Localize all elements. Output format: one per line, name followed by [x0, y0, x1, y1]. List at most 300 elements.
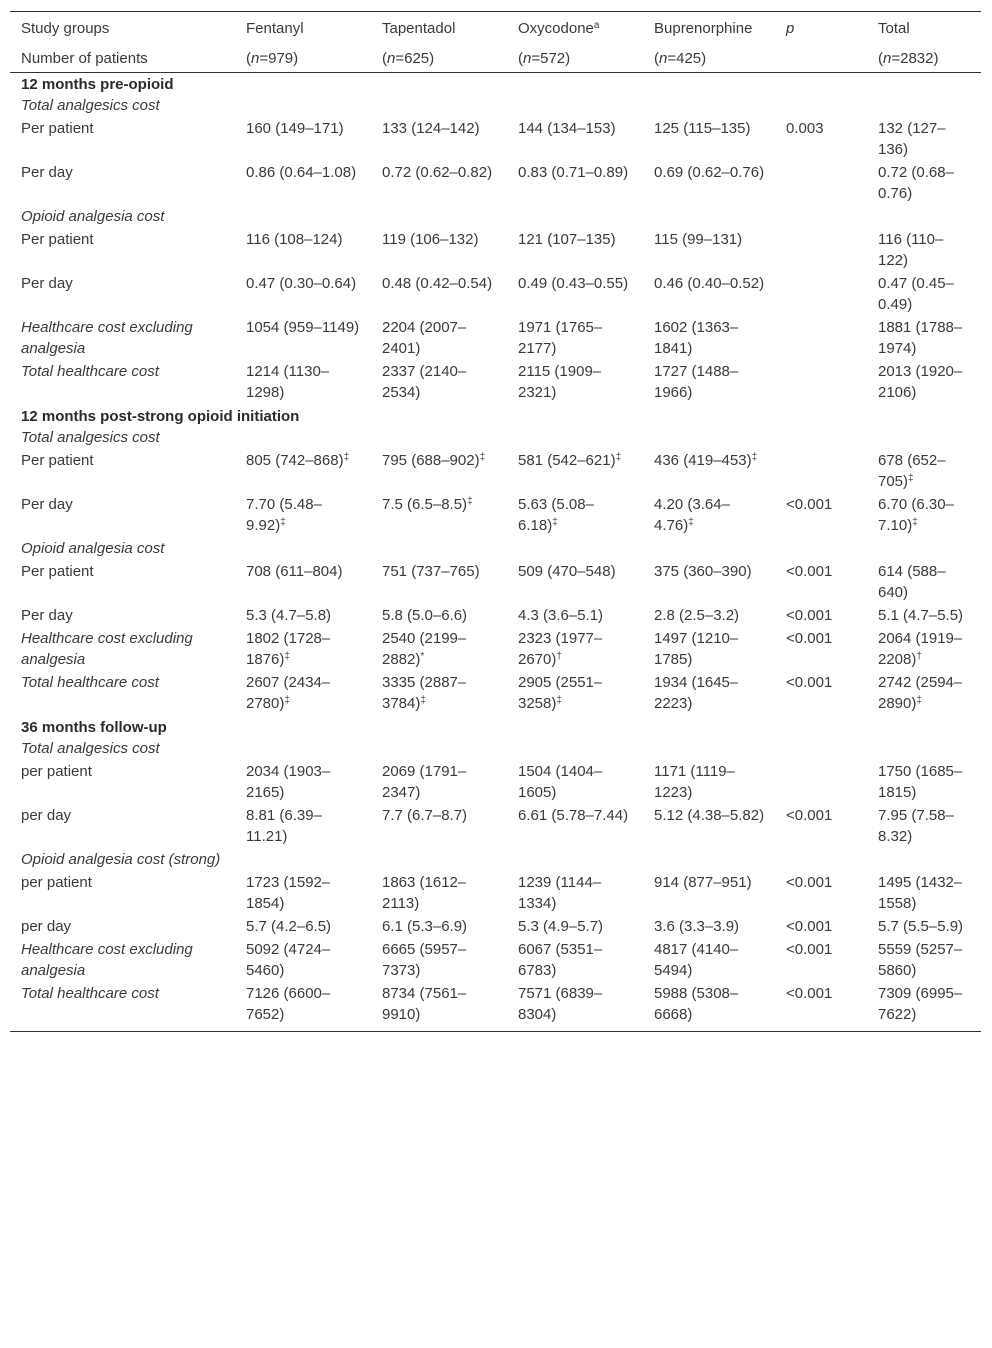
footnote-mark: ‡: [420, 695, 426, 706]
cell-value: <0.001: [786, 674, 833, 691]
cell-value: 1750 (1685–1815): [878, 763, 963, 801]
cell-tapentadol: [371, 983, 507, 1032]
cell-value: 1863 (1612–2113): [382, 874, 467, 912]
row-label: Healthcare cost excluding analgesia: [21, 941, 193, 979]
cell-oxycodone: [507, 118, 643, 162]
table-row: [10, 229, 981, 273]
cell-oxycodone: [507, 273, 643, 317]
cell-total: [867, 916, 981, 939]
cell-value: 2607 (2434–2780): [246, 674, 331, 712]
cell-value: 0.86 (0.64–1.08): [246, 164, 357, 181]
cell-total: [867, 273, 981, 317]
cell-oxycodone: [507, 450, 643, 494]
cell-value: 2034 (1903–2165): [246, 763, 331, 801]
cell-value: 125 (115–135): [654, 120, 751, 137]
cell-value: 7.70 (5.48–9.92): [246, 496, 322, 534]
cell-oxycodone: [507, 361, 643, 405]
cell-p-value: [775, 605, 867, 628]
section-header-row: [10, 716, 981, 738]
header-buprenorphine: Buprenorphine: [643, 12, 775, 44]
cell-value: <0.001: [786, 607, 833, 624]
cell-oxycodone: [507, 628, 643, 672]
count-buprenorphine: (n=425): [643, 43, 775, 73]
cell-value: 2.8 (2.5–3.2): [654, 607, 740, 624]
table-row: [10, 916, 981, 939]
cell-value: 133 (124–142): [382, 120, 480, 137]
cell-tapentadol: [371, 273, 507, 317]
footnote-mark: ‡: [908, 473, 914, 484]
cell-p-value: [775, 450, 867, 494]
cell-value: 5988 (5308–6668): [654, 985, 739, 1023]
cell-value: 5.7 (5.5–5.9): [878, 918, 964, 935]
cell-value: 5.3 (4.9–5.7): [518, 918, 604, 935]
subgroup-label: Opioid analgesia cost (strong): [21, 851, 221, 868]
footnote-mark: ‡: [343, 452, 350, 463]
cell-value: 1504 (1404–1605): [518, 763, 603, 801]
section-title: 12 months post-strong opioid initiation: [21, 408, 300, 425]
cell-value: 5.7 (4.2–6.5): [246, 918, 332, 935]
cell-tapentadol: [371, 229, 507, 273]
table-row: [10, 494, 981, 538]
cell-value: 2115 (1909–2321): [518, 363, 602, 401]
row-label: Healthcare cost excluding analgesia: [21, 630, 193, 668]
cell-oxycodone: [507, 805, 643, 849]
row-label: Total healthcare cost: [21, 363, 159, 380]
section-header-row: [10, 405, 981, 427]
cell-value: 7571 (6839–8304): [518, 985, 603, 1023]
cell-tapentadol: [371, 450, 507, 494]
cell-value: 6.1 (5.3–6.9): [382, 918, 468, 935]
cell-value: 0.72 (0.62–0.82): [382, 164, 493, 181]
cell-fentanyl: [235, 450, 371, 494]
footnote-mark: ‡: [916, 695, 922, 706]
cell-fentanyl: [235, 162, 371, 206]
cell-tapentadol: [371, 605, 507, 628]
cell-tapentadol: [371, 939, 507, 983]
cell-p-value: [775, 672, 867, 716]
cell-total: [867, 229, 981, 273]
row-label: per patient: [21, 874, 92, 891]
cell-value: <0.001: [786, 563, 833, 580]
cell-value: <0.001: [786, 918, 833, 935]
cell-p-value: [775, 229, 867, 273]
subgroup-label: Opioid analgesia cost: [21, 540, 165, 557]
cell-value: 2337 (2140–2534): [382, 363, 467, 401]
cell-value: 144 (134–153): [518, 120, 616, 137]
footnote-mark: ‡: [284, 695, 290, 706]
footnote-mark: ‡: [751, 452, 758, 463]
cell-buprenorphine: [643, 628, 775, 672]
cell-value: 1239 (1144–1334): [518, 874, 602, 912]
cell-value: 1214 (1130–1298): [246, 363, 330, 401]
cell-value: <0.001: [786, 807, 833, 824]
count-total: (n=2832): [867, 43, 981, 73]
cell-total: [867, 605, 981, 628]
cell-oxycodone: [507, 494, 643, 538]
footnote-mark: ‡: [688, 517, 694, 528]
cell-oxycodone: [507, 983, 643, 1032]
cell-value: 2064 (1919–2208): [878, 630, 963, 668]
footnote-mark: *: [420, 651, 425, 662]
cell-value: 4.3 (3.6–5.1): [518, 607, 604, 624]
cell-total: [867, 494, 981, 538]
cell-total: [867, 317, 981, 361]
row-label: Total healthcare cost: [10, 983, 235, 1032]
table-row: [10, 605, 981, 628]
table-row: [10, 361, 981, 405]
footnote-mark: ‡: [615, 452, 622, 463]
cell-value: 7.95 (7.58–8.32): [878, 807, 954, 845]
cell-value: 795 (688–902): [382, 452, 480, 469]
footnote-mark: ‡: [280, 517, 286, 528]
row-label: Per day: [21, 496, 73, 513]
cell-fentanyl: [235, 273, 371, 317]
cell-buprenorphine: [643, 273, 775, 317]
cell-value: 1497 (1210–1785): [654, 630, 739, 668]
cell-value: 5.12 (4.38–5.82): [654, 807, 765, 824]
table-row: [10, 872, 981, 916]
cell-fentanyl: [235, 939, 371, 983]
table-body: [10, 73, 981, 1032]
cell-value: 116 (108–124): [246, 231, 343, 248]
row-label: Per day: [21, 607, 73, 624]
header-oxycodone-footnote: a: [593, 20, 600, 31]
row-label: per day: [21, 918, 72, 935]
section-title: 12 months pre-opioid: [21, 76, 174, 93]
cell-value: 0.003: [786, 120, 824, 137]
cell-value: 1054 (959–1149): [246, 319, 360, 336]
table-row: [10, 118, 981, 162]
cell-oxycodone: [507, 916, 643, 939]
cell-p-value: [775, 983, 867, 1032]
cell-p-value: [775, 162, 867, 206]
cell-p-value: [775, 118, 867, 162]
cell-buprenorphine: [643, 761, 775, 805]
cell-fentanyl: [235, 118, 371, 162]
cell-value: 7.5 (6.5–8.5): [382, 496, 468, 513]
cell-oxycodone: [507, 162, 643, 206]
cell-value: 1971 (1765–2177): [518, 319, 603, 357]
cell-fentanyl: [235, 805, 371, 849]
cell-p-value: [775, 872, 867, 916]
cell-buprenorphine: [643, 118, 775, 162]
cell-total: [867, 628, 981, 672]
table-row: [10, 628, 981, 672]
cell-total: [867, 450, 981, 494]
cell-total: [867, 361, 981, 405]
cell-fentanyl: [235, 628, 371, 672]
cell-p-value: [775, 317, 867, 361]
cell-tapentadol: [371, 317, 507, 361]
cell-value: 132 (127–136): [878, 120, 946, 158]
header-p-value: p: [775, 12, 867, 44]
cell-value: 2069 (1791–2347): [382, 763, 467, 801]
cell-value: 8.81 (6.39–11.21): [246, 807, 322, 845]
cell-value: 2540 (2199–2882): [382, 630, 467, 668]
cell-fentanyl: [235, 361, 371, 405]
cell-value: 5559 (5257–5860): [878, 941, 963, 979]
subgroup-label: Total analgesics cost: [21, 740, 160, 757]
cell-oxycodone: [507, 761, 643, 805]
cell-total: [867, 118, 981, 162]
cell-value: 3335 (2887–3784): [382, 674, 467, 712]
table-row: [10, 672, 981, 716]
header-tapentadol: Tapentadol: [371, 12, 507, 44]
cell-value: <0.001: [786, 496, 833, 513]
cell-total: [867, 761, 981, 805]
header-fentanyl: Fentanyl: [235, 12, 371, 44]
cell-oxycodone: [507, 939, 643, 983]
cell-p-value: [775, 561, 867, 605]
cell-p-value: [775, 494, 867, 538]
footnote-mark: ‡: [467, 496, 473, 507]
cell-value: 375 (360–390): [654, 563, 752, 580]
cell-value: 6665 (5957–7373): [382, 941, 467, 979]
row-label: Per patient: [21, 563, 94, 580]
cell-buprenorphine: [643, 983, 775, 1032]
cell-value: 7309 (6995–7622): [878, 985, 963, 1023]
cell-oxycodone: [507, 317, 643, 361]
row-label: Per patient: [21, 231, 94, 248]
cell-oxycodone: [507, 605, 643, 628]
cell-value: 3.6 (3.3–3.9): [654, 918, 740, 935]
cell-buprenorphine: [643, 805, 775, 849]
table-row: [10, 273, 981, 317]
cell-value: 1171 (1119–1223): [654, 763, 735, 801]
subgroup-row: [10, 206, 981, 229]
cell-buprenorphine: [643, 162, 775, 206]
row-label: Healthcare cost excluding analgesia: [21, 319, 193, 357]
cell-tapentadol: [371, 628, 507, 672]
cell-buprenorphine: [643, 561, 775, 605]
cell-buprenorphine: [643, 605, 775, 628]
cell-tapentadol: [371, 361, 507, 405]
table-row: [10, 983, 981, 1032]
header-oxycodone-label: Oxycodone: [518, 20, 594, 37]
header-oxycodone: [507, 12, 643, 44]
row-label: Per patient: [21, 452, 94, 469]
row-label: Per day: [21, 275, 73, 292]
cell-p-value: [775, 361, 867, 405]
header-row-groups: [10, 12, 981, 44]
table-row: [10, 761, 981, 805]
count-fentanyl: (n=979): [235, 43, 371, 73]
cell-p-value: [775, 939, 867, 983]
header-row-counts: [10, 43, 981, 73]
row-label: Per patient: [21, 120, 94, 137]
table-row: [10, 561, 981, 605]
cell-value: 7126 (6600–7652): [246, 985, 331, 1023]
subgroup-row: [10, 738, 981, 761]
cell-buprenorphine: [643, 916, 775, 939]
cell-fentanyl: [235, 761, 371, 805]
cell-value: 1802 (1728–1876): [246, 630, 331, 668]
row-label: Per day: [21, 164, 73, 181]
count-tapentadol: (n=625): [371, 43, 507, 73]
cell-buprenorphine: [643, 872, 775, 916]
cell-total: [867, 162, 981, 206]
cell-fentanyl: [235, 672, 371, 716]
cell-value: 2742 (2594–2890): [878, 674, 963, 712]
footnote-mark: ‡: [552, 517, 558, 528]
cell-buprenorphine: [643, 494, 775, 538]
cell-tapentadol: [371, 561, 507, 605]
cell-tapentadol: [371, 494, 507, 538]
cell-buprenorphine: [643, 672, 775, 716]
cell-value: 4817 (4140–5494): [654, 941, 739, 979]
cell-buprenorphine: [643, 939, 775, 983]
cell-value: 8734 (7561–9910): [382, 985, 467, 1023]
cell-value: 0.47 (0.45–0.49): [878, 275, 954, 313]
cell-value: 6.61 (5.78–7.44): [518, 807, 629, 824]
cell-value: 6067 (5351–6783): [518, 941, 603, 979]
cell-value: 5092 (4724–5460): [246, 941, 331, 979]
cell-value: 614 (588–640): [878, 563, 946, 601]
header-number-of-patients: Number of patients: [10, 43, 235, 73]
cell-buprenorphine: [643, 317, 775, 361]
cell-value: 751 (737–765): [382, 563, 480, 580]
cell-value: 5.3 (4.7–5.8): [246, 607, 332, 624]
subgroup-row: [10, 538, 981, 561]
subgroup-label: Total analgesics cost: [21, 429, 160, 446]
section-header-row: [10, 73, 981, 96]
cell-value: 5.63 (5.08–6.18): [518, 496, 594, 534]
cell-value: 1881 (1788–1974): [878, 319, 963, 357]
footnote-mark: †: [916, 651, 922, 662]
cell-fentanyl: [235, 605, 371, 628]
cell-value: 0.83 (0.71–0.89): [518, 164, 629, 181]
cell-total: [867, 872, 981, 916]
count-oxycodone: (n=572): [507, 43, 643, 73]
row-label: Total healthcare cost: [21, 674, 159, 691]
footnote-mark: ‡: [912, 517, 918, 528]
cell-total: [867, 672, 981, 716]
cell-value: 2905 (2551–3258): [518, 674, 603, 712]
cell-total: [867, 561, 981, 605]
cell-oxycodone: [507, 872, 643, 916]
cell-tapentadol: [371, 162, 507, 206]
cell-value: 678 (652–705): [878, 452, 946, 490]
cell-value: 0.69 (0.62–0.76): [654, 164, 765, 181]
table-row: [10, 939, 981, 983]
cell-fentanyl: [235, 983, 371, 1032]
row-label: per day: [21, 807, 72, 824]
cell-value: 0.49 (0.43–0.55): [518, 275, 629, 292]
cell-value: 7.7 (6.7–8.7): [382, 807, 468, 824]
cell-value: 1723 (1592–1854): [246, 874, 331, 912]
header-total: Total: [867, 12, 981, 44]
cell-tapentadol: [371, 672, 507, 716]
cell-value: 0.72 (0.68–0.76): [878, 164, 954, 202]
subgroup-row: [10, 95, 981, 118]
cell-value: 2323 (1977–2670): [518, 630, 603, 668]
subgroup-row: [10, 849, 981, 872]
cell-value: 2204 (2007–2401): [382, 319, 467, 357]
table-row: [10, 450, 981, 494]
cell-total: [867, 939, 981, 983]
row-label: per patient: [21, 763, 92, 780]
cell-fentanyl: [235, 317, 371, 361]
cell-value: 509 (470–548): [518, 563, 616, 580]
cell-p-value: [775, 273, 867, 317]
cell-fentanyl: [235, 494, 371, 538]
cell-p-value: [775, 916, 867, 939]
cell-value: 1495 (1432–1558): [878, 874, 963, 912]
cell-value: <0.001: [786, 941, 833, 958]
cell-fentanyl: [235, 561, 371, 605]
cell-value: 4.20 (3.64–4.76): [654, 496, 730, 534]
cell-value: 708 (611–804): [246, 563, 343, 580]
cell-p-value: [775, 805, 867, 849]
cell-value: 805 (742–868): [246, 452, 344, 469]
cost-table: [10, 11, 981, 1032]
cell-value: 914 (877–951): [654, 874, 752, 891]
footnote-mark: ‡: [479, 452, 486, 463]
subgroup-row: [10, 427, 981, 450]
section-title: 36 months follow-up: [21, 719, 167, 736]
cell-tapentadol: [371, 872, 507, 916]
cell-value: 5.8 (5.0–6.6): [382, 607, 468, 624]
cell-value: 5.1 (4.7–5.5): [878, 607, 964, 624]
cell-tapentadol: [371, 805, 507, 849]
cell-value: 1602 (1363–1841): [654, 319, 739, 357]
cell-fentanyl: [235, 229, 371, 273]
cell-value: 436 (419–453): [654, 452, 752, 469]
cell-oxycodone: [507, 229, 643, 273]
cell-buprenorphine: [643, 450, 775, 494]
cell-p-value: [775, 628, 867, 672]
table-header: [10, 12, 981, 73]
cell-value: <0.001: [786, 874, 833, 891]
cell-value: 1934 (1645–2223): [654, 674, 739, 712]
cell-value: 6.70 (6.30–7.10): [878, 496, 954, 534]
table-row: [10, 317, 981, 361]
cell-value: 581 (542–621): [518, 452, 616, 469]
cell-tapentadol: [371, 118, 507, 162]
footnote-mark: †: [556, 651, 562, 662]
cell-total: [867, 983, 981, 1032]
count-p: [775, 43, 867, 73]
cell-buprenorphine: [643, 361, 775, 405]
footnote-mark: ‡: [556, 695, 562, 706]
header-study-groups: Study groups: [10, 12, 235, 44]
table-row: [10, 805, 981, 849]
cell-value: 2013 (1920–2106): [878, 363, 963, 401]
cell-value: 0.48 (0.42–0.54): [382, 275, 493, 292]
cell-value: <0.001: [786, 630, 833, 647]
subgroup-label: Opioid analgesia cost: [21, 208, 165, 225]
cell-tapentadol: [371, 761, 507, 805]
cell-fentanyl: [235, 872, 371, 916]
cell-value: 121 (107–135): [518, 231, 616, 248]
cell-value: 0.46 (0.40–0.52): [654, 275, 765, 292]
table-row: [10, 162, 981, 206]
footnote-mark: ‡: [284, 651, 290, 662]
cell-value: 1727 (1488–1966): [654, 363, 739, 401]
cell-value: 116 (110–122): [878, 231, 944, 269]
cell-p-value: [775, 761, 867, 805]
cell-value: 160 (149–171): [246, 120, 344, 137]
cell-tapentadol: [371, 916, 507, 939]
cell-total: [867, 805, 981, 849]
cell-buprenorphine: [643, 229, 775, 273]
cell-oxycodone: [507, 672, 643, 716]
cell-value: 119 (106–132): [382, 231, 479, 248]
cell-value: <0.001: [786, 985, 833, 1002]
cell-value: 0.47 (0.30–0.64): [246, 275, 357, 292]
cell-fentanyl: [235, 916, 371, 939]
cell-value: 115 (99–131): [654, 231, 743, 248]
